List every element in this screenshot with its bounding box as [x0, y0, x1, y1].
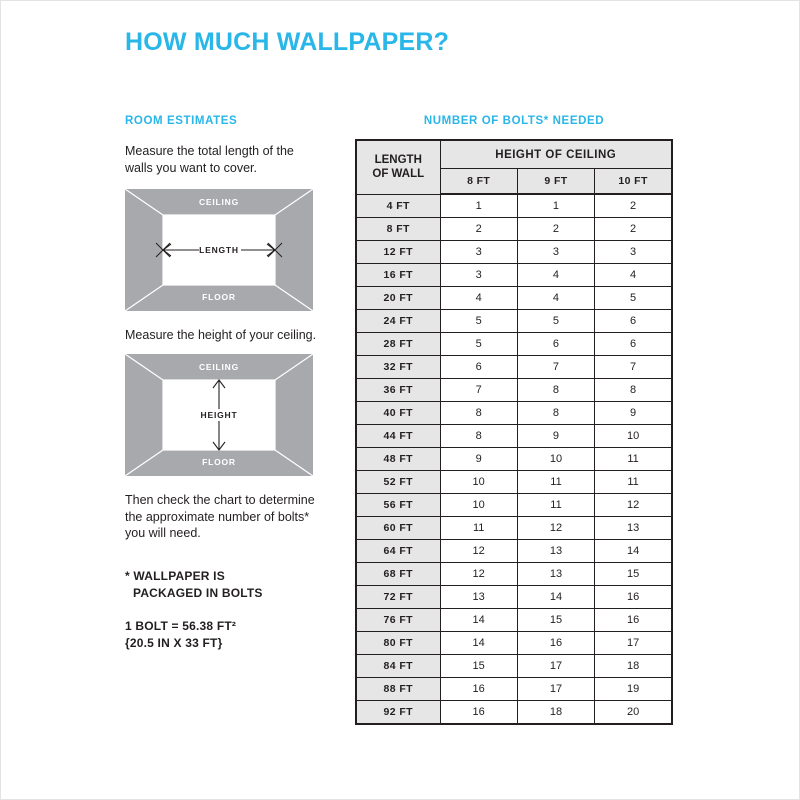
- bolts-table-header-row-1: [356, 140, 672, 169]
- cell-bolts-count: 3: [517, 241, 594, 264]
- cell-bolts-count: 2: [595, 218, 672, 241]
- bolt-area-line: 1 BOLT = 56.38 FT²: [125, 618, 237, 633]
- cell-bolts-count: 3: [440, 241, 517, 264]
- row-label-wall-length: 20 FT: [356, 287, 440, 310]
- row-label-wall-length: 48 FT: [356, 448, 440, 471]
- row-label-wall-length: 52 FT: [356, 471, 440, 494]
- table-row: [356, 655, 672, 678]
- row-label-wall-length: 44 FT: [356, 425, 440, 448]
- cell-bolts-count: 6: [595, 310, 672, 333]
- cell-bolts-count: 14: [440, 609, 517, 632]
- table-row: [356, 586, 672, 609]
- bolt-dimensions-line: {20.5 IN X 33 FT}: [125, 635, 223, 650]
- row-label-wall-length: 56 FT: [356, 494, 440, 517]
- table-row: [356, 701, 672, 725]
- row-label-wall-length: 84 FT: [356, 655, 440, 678]
- row-label-wall-length: 92 FT: [356, 701, 440, 725]
- table-row: [356, 448, 672, 471]
- cell-bolts-count: 6: [517, 333, 594, 356]
- cell-bolts-count: 11: [595, 471, 672, 494]
- cell-bolts-count: 15: [440, 655, 517, 678]
- cell-bolts-count: 15: [517, 609, 594, 632]
- cell-bolts-count: 11: [517, 471, 594, 494]
- cell-bolts-count: 8: [517, 402, 594, 425]
- cell-bolts-count: 4: [595, 264, 672, 287]
- ceiling-label-2: CEILING: [198, 361, 240, 372]
- cell-bolts-count: 9: [440, 448, 517, 471]
- row-label-wall-length: 76 FT: [356, 609, 440, 632]
- table-row: [356, 379, 672, 402]
- footnote-line-1: * WALLPAPER IS: [125, 569, 225, 584]
- cell-bolts-count: 8: [440, 425, 517, 448]
- table-heading: NUMBER OF BOLTS* NEEDED: [423, 115, 605, 127]
- row-label-wall-length: 4 FT: [356, 194, 440, 218]
- table-row: [356, 517, 672, 540]
- table-row: [356, 333, 672, 356]
- cell-bolts-count: 2: [595, 194, 672, 218]
- cell-bolts-count: 16: [517, 632, 594, 655]
- cell-bolts-count: 7: [440, 379, 517, 402]
- cell-bolts-count: 17: [517, 678, 594, 701]
- row-label-wall-length: 32 FT: [356, 356, 440, 379]
- cell-bolts-count: 18: [595, 655, 672, 678]
- table-row: [356, 540, 672, 563]
- bolts-table-section: [355, 115, 673, 725]
- floor-label-2: FLOOR: [202, 456, 236, 467]
- table-row: [356, 241, 672, 264]
- step-3-text: Then check the chart to determine the approximate number of bolts* you will need.: [125, 492, 315, 541]
- cell-bolts-count: 11: [440, 517, 517, 540]
- cell-bolts-count: 12: [440, 540, 517, 563]
- step-1-text: Measure the total length of the walls you want to cover.: [125, 144, 294, 175]
- cell-bolts-count: 18: [517, 701, 594, 725]
- cell-bolts-count: 10: [595, 425, 672, 448]
- cell-bolts-count: 13: [517, 540, 594, 563]
- cell-bolts-count: 10: [440, 471, 517, 494]
- column-header-9ft: 9 FT: [517, 169, 594, 195]
- cell-bolts-count: 6: [440, 356, 517, 379]
- table-row: [356, 264, 672, 287]
- row-label-wall-length: 12 FT: [356, 241, 440, 264]
- bolts-table: [355, 139, 673, 725]
- bolts-table-body: [356, 194, 672, 724]
- footnote-line-2: PACKAGED IN BOLTS: [133, 586, 263, 601]
- page-title: HOW MUCH WALLPAPER?: [125, 28, 450, 56]
- cell-bolts-count: 4: [517, 287, 594, 310]
- row-label-wall-length: 80 FT: [356, 632, 440, 655]
- table-row: [356, 471, 672, 494]
- cell-bolts-count: 20: [595, 701, 672, 725]
- cell-bolts-count: 1: [440, 194, 517, 218]
- cell-bolts-count: 4: [517, 264, 594, 287]
- row-label-wall-length: 24 FT: [356, 310, 440, 333]
- footnote-bolt-size: [125, 618, 325, 652]
- table-row: [356, 609, 672, 632]
- cell-bolts-count: 13: [440, 586, 517, 609]
- cell-bolts-count: 14: [517, 586, 594, 609]
- cell-bolts-count: 14: [595, 540, 672, 563]
- cell-bolts-count: 5: [440, 310, 517, 333]
- table-row: [356, 563, 672, 586]
- table-row: [356, 632, 672, 655]
- cell-bolts-count: 16: [440, 678, 517, 701]
- footnote-wallpaper-bolts: [125, 568, 325, 602]
- cell-bolts-count: 19: [595, 678, 672, 701]
- cell-bolts-count: 16: [595, 609, 672, 632]
- cell-bolts-count: 11: [517, 494, 594, 517]
- cell-bolts-count: 8: [595, 379, 672, 402]
- cell-bolts-count: 3: [595, 241, 672, 264]
- row-label-wall-length: 72 FT: [356, 586, 440, 609]
- cell-bolts-count: 10: [517, 448, 594, 471]
- corner-header-line-1: LENGTH: [374, 153, 422, 166]
- table-row: [356, 310, 672, 333]
- length-diagram: [125, 189, 313, 311]
- cell-bolts-count: 9: [595, 402, 672, 425]
- length-label: LENGTH: [199, 244, 239, 255]
- cell-bolts-count: 11: [595, 448, 672, 471]
- table-row: [356, 494, 672, 517]
- ceiling-label-1: CEILING: [198, 196, 240, 207]
- row-label-wall-length: 28 FT: [356, 333, 440, 356]
- table-row: [356, 425, 672, 448]
- table-row: [356, 194, 672, 218]
- corner-header-line-2: OF WALL: [372, 168, 425, 181]
- cell-bolts-count: 3: [440, 264, 517, 287]
- table-row: [356, 218, 672, 241]
- table-row: [356, 678, 672, 701]
- cell-bolts-count: 13: [517, 563, 594, 586]
- cell-bolts-count: 5: [440, 333, 517, 356]
- cell-bolts-count: 8: [440, 402, 517, 425]
- row-label-wall-length: 16 FT: [356, 264, 440, 287]
- height-diagram: [125, 354, 313, 476]
- cell-bolts-count: 15: [595, 563, 672, 586]
- cell-bolts-count: 5: [595, 287, 672, 310]
- column-header-10ft: 10 FT: [595, 169, 672, 195]
- cell-bolts-count: 12: [595, 494, 672, 517]
- table-row: [356, 356, 672, 379]
- row-label-wall-length: 68 FT: [356, 563, 440, 586]
- table-row: [356, 402, 672, 425]
- cell-bolts-count: 8: [517, 379, 594, 402]
- cell-bolts-count: 12: [517, 517, 594, 540]
- cell-bolts-count: 5: [517, 310, 594, 333]
- cell-bolts-count: 4: [440, 287, 517, 310]
- cell-bolts-count: 2: [517, 218, 594, 241]
- cell-bolts-count: 1: [517, 194, 594, 218]
- group-header-height-of-ceiling: HEIGHT OF CEILING: [440, 140, 672, 169]
- section-heading-room-estimates: ROOM ESTIMATES: [125, 115, 238, 127]
- cell-bolts-count: 12: [440, 563, 517, 586]
- cell-bolts-count: 13: [595, 517, 672, 540]
- cell-bolts-count: 17: [517, 655, 594, 678]
- row-label-wall-length: 36 FT: [356, 379, 440, 402]
- cell-bolts-count: 2: [440, 218, 517, 241]
- cell-bolts-count: 14: [440, 632, 517, 655]
- cell-bolts-count: 9: [517, 425, 594, 448]
- cell-bolts-count: 10: [440, 494, 517, 517]
- cell-bolts-count: 16: [595, 586, 672, 609]
- bolts-table-head: [356, 140, 672, 194]
- cell-bolts-count: 7: [517, 356, 594, 379]
- corner-header-length-of-wall: [356, 140, 440, 194]
- floor-label-1: FLOOR: [202, 291, 236, 302]
- row-label-wall-length: 88 FT: [356, 678, 440, 701]
- cell-bolts-count: 7: [595, 356, 672, 379]
- table-row: [356, 287, 672, 310]
- cell-bolts-count: 17: [595, 632, 672, 655]
- row-label-wall-length: 60 FT: [356, 517, 440, 540]
- row-label-wall-length: 8 FT: [356, 218, 440, 241]
- height-label: HEIGHT: [200, 409, 238, 420]
- step-2-text: Measure the height of your ceiling.: [125, 327, 317, 342]
- cell-bolts-count: 6: [595, 333, 672, 356]
- cell-bolts-count: 16: [440, 701, 517, 725]
- column-header-8ft: 8 FT: [440, 169, 517, 195]
- row-label-wall-length: 40 FT: [356, 402, 440, 425]
- row-label-wall-length: 64 FT: [356, 540, 440, 563]
- room-estimates-section: [125, 115, 325, 651]
